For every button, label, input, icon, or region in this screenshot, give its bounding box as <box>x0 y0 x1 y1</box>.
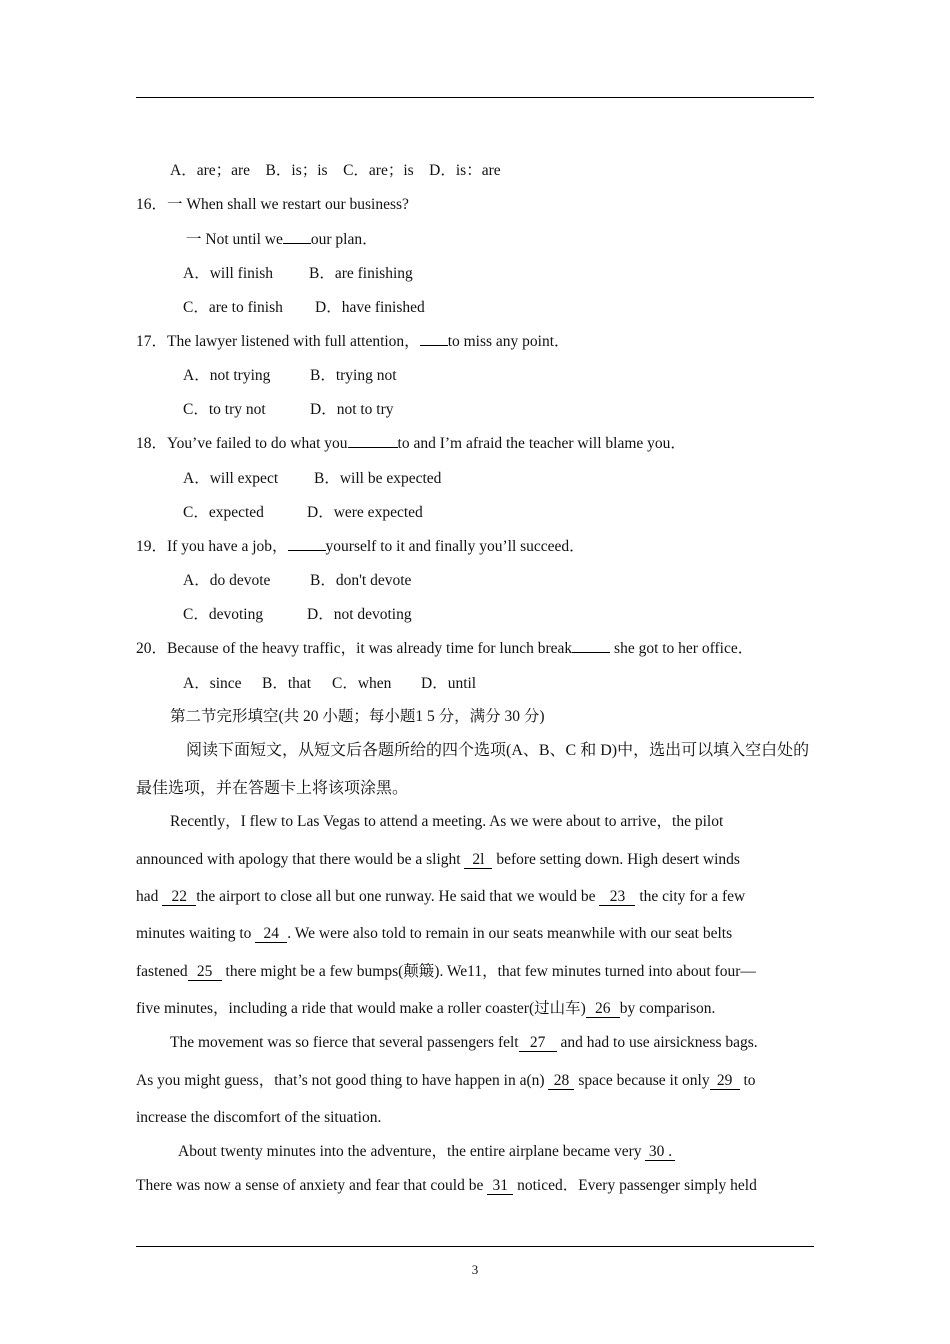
q19-option-a: A．do devote <box>183 572 271 589</box>
section2-instruction-line1: 阅读下面短文，从短文后各题所给的四个选项(A、B、C 和 D)中，选出可以填入空白处的 <box>186 742 810 759</box>
q15-option-a: A．are；are <box>170 162 251 179</box>
q17-option-d: D．not to try <box>310 401 394 418</box>
blank-21: 2l <box>464 852 492 869</box>
q19-options-row2 <box>183 605 412 625</box>
passage-text: there might be a few bumps(颠簸). We11，that few minutes turned into about four— <box>221 963 756 980</box>
page-number: 3 <box>471 1262 479 1277</box>
q17-pre: The lawyer listened with full attention， <box>167 333 420 350</box>
passage-text: minutes waiting to <box>136 925 256 942</box>
q19-blank <box>288 550 326 551</box>
q18-blank <box>348 447 398 448</box>
q19-option-d: D．not devoting <box>307 606 412 623</box>
q17-option-b: B．trying not <box>310 367 397 384</box>
passage-p2-line2 <box>136 1071 756 1091</box>
q20-stem <box>136 639 753 659</box>
blank-28: 28 <box>548 1073 574 1090</box>
blank-26: 26 <box>586 1001 620 1018</box>
q18-stem <box>136 434 686 454</box>
blank-23: 23 <box>599 889 635 906</box>
q17-number: 17． <box>136 333 168 350</box>
q16-number: 16． <box>136 196 168 213</box>
q16-option-a: A．will finish <box>183 265 273 282</box>
section2-heading: 第二节完形填空(共 20 小题；每小题1 5 分，满分 30 分) <box>170 708 545 725</box>
q18-option-d: D．were expected <box>307 504 423 521</box>
footer-rule <box>136 1246 814 1247</box>
q20-option-b: B．that <box>262 675 312 692</box>
q18-options-row1 <box>183 469 441 489</box>
passage-p2-line1 <box>170 1033 758 1053</box>
passage-p1-line1: Recently，I flew to Las Vegas to attend a meeting. As we were about to arrive，the pilot <box>170 813 724 830</box>
q17-option-c: C．to try not <box>183 401 266 418</box>
q20-pre: Because of the heavy traffic，it was already time for lunch break <box>167 640 573 657</box>
q16-line2 <box>186 230 378 250</box>
passage-text: space because it only <box>574 1072 710 1089</box>
q18-option-c: C．expected <box>183 504 264 521</box>
passage-p3-line2 <box>136 1176 757 1196</box>
passage-p3-line1 <box>178 1142 675 1162</box>
section2-instruction-line2: 最佳选项，并在答题卡上将该项涂黑。 <box>136 780 409 797</box>
passage-text: There was now a sense of anxiety and fear that could be <box>136 1177 488 1194</box>
blank-31: 31 <box>487 1178 513 1195</box>
passage-p1-line4 <box>136 924 732 944</box>
q16-options-row1 <box>183 264 413 284</box>
blank-25: 25 <box>188 964 222 981</box>
passage-text: the airport to close all but one runway. He said that we would be <box>196 888 600 905</box>
q15-options <box>170 161 501 181</box>
passage-p1-line2 <box>136 850 740 870</box>
q16-stem <box>136 195 409 215</box>
q19-stem <box>136 537 585 557</box>
passage-p1-line5 <box>136 962 756 982</box>
passage-text: by comparison. <box>619 1000 716 1017</box>
q16-line2-post: our plan． <box>310 231 378 248</box>
passage-text: About twenty minutes into the adventure，the entire airplane became very <box>178 1143 646 1160</box>
passage-text: . We were also told to remain in our seats meanwhile with our seat belts <box>287 925 733 942</box>
passage-text: to <box>739 1072 756 1089</box>
passage-text: had <box>136 888 163 905</box>
passage-text: noticed．Every passenger simply held <box>513 1177 757 1194</box>
q16-line2-pre: 一 Not until we <box>186 231 283 248</box>
passage-text: As you might guess，that’s not good thing to have happen in a(n) <box>136 1072 549 1089</box>
q16-blank <box>283 243 311 244</box>
q20-post: she got to her office． <box>610 640 754 657</box>
q17-options-row1 <box>183 366 397 386</box>
passage-text: the city for a few <box>635 888 746 905</box>
q19-option-c: C．devoting <box>183 606 264 623</box>
q19-options-row1 <box>183 571 411 591</box>
q20-number: 20． <box>136 640 168 657</box>
passage-text: before setting down. High desert winds <box>492 851 740 868</box>
q19-post: yourself to it and finally you’ll succeed． <box>325 538 585 555</box>
passage-text: five minutes，including a ride that would make a roller coaster(过山车) <box>136 1000 586 1017</box>
q18-options-row2 <box>183 503 423 523</box>
q15-option-d: D．is：are <box>429 162 501 179</box>
q16-option-b: B．are finishing <box>309 265 413 282</box>
blank-24: 24 <box>255 926 287 943</box>
q20-blank <box>572 652 610 653</box>
q16-option-d: D．have finished <box>315 299 425 316</box>
blank-27: 27 <box>519 1035 557 1052</box>
passage-p2-line3: increase the discomfort of the situation. <box>136 1109 382 1126</box>
q17-option-a: A．not trying <box>183 367 271 384</box>
passage-text: fastened <box>136 963 188 980</box>
q17-stem <box>136 332 570 352</box>
q17-post: to miss any point． <box>447 333 570 350</box>
q18-pre: You’ve failed to do what you <box>167 435 348 452</box>
q15-option-c: C．are；is <box>343 162 414 179</box>
q20-option-c: C．when <box>332 675 392 692</box>
q19-pre: If you have a job， <box>167 538 288 555</box>
q20-options <box>183 674 476 694</box>
passage-p1-line3 <box>136 887 745 907</box>
q16-option-c: C．are to finish <box>183 299 283 316</box>
q20-option-d: D．until <box>421 675 477 692</box>
q18-number: 18． <box>136 435 168 452</box>
blank-30: 30 . <box>645 1144 675 1161</box>
q19-option-b: B．don't devote <box>310 572 412 589</box>
q18-post: to and I’m afraid the teacher will blame you． <box>397 435 686 452</box>
q20-option-a: A．since <box>183 675 242 692</box>
q16-options-row2 <box>183 298 425 318</box>
q16-line1: 一 When shall we restart our business? <box>167 196 409 213</box>
q18-option-a: A．will expect <box>183 470 279 487</box>
passage-text: The movement was so fierce that several passengers felt <box>170 1034 519 1051</box>
blank-29: 29 <box>710 1073 740 1090</box>
blank-22: 22 <box>162 889 196 906</box>
passage-text: and had to use airsickness bags. <box>556 1034 758 1051</box>
q17-options-row2 <box>183 400 394 420</box>
passage-p1-line6 <box>136 999 715 1019</box>
q18-option-b: B．will be expected <box>314 470 442 487</box>
header-rule <box>136 97 814 98</box>
q15-option-b: B．is；is <box>265 162 328 179</box>
passage-text: announced with apology that there would be a slight <box>136 851 465 868</box>
q17-blank <box>420 345 448 346</box>
q19-number: 19． <box>136 538 168 555</box>
